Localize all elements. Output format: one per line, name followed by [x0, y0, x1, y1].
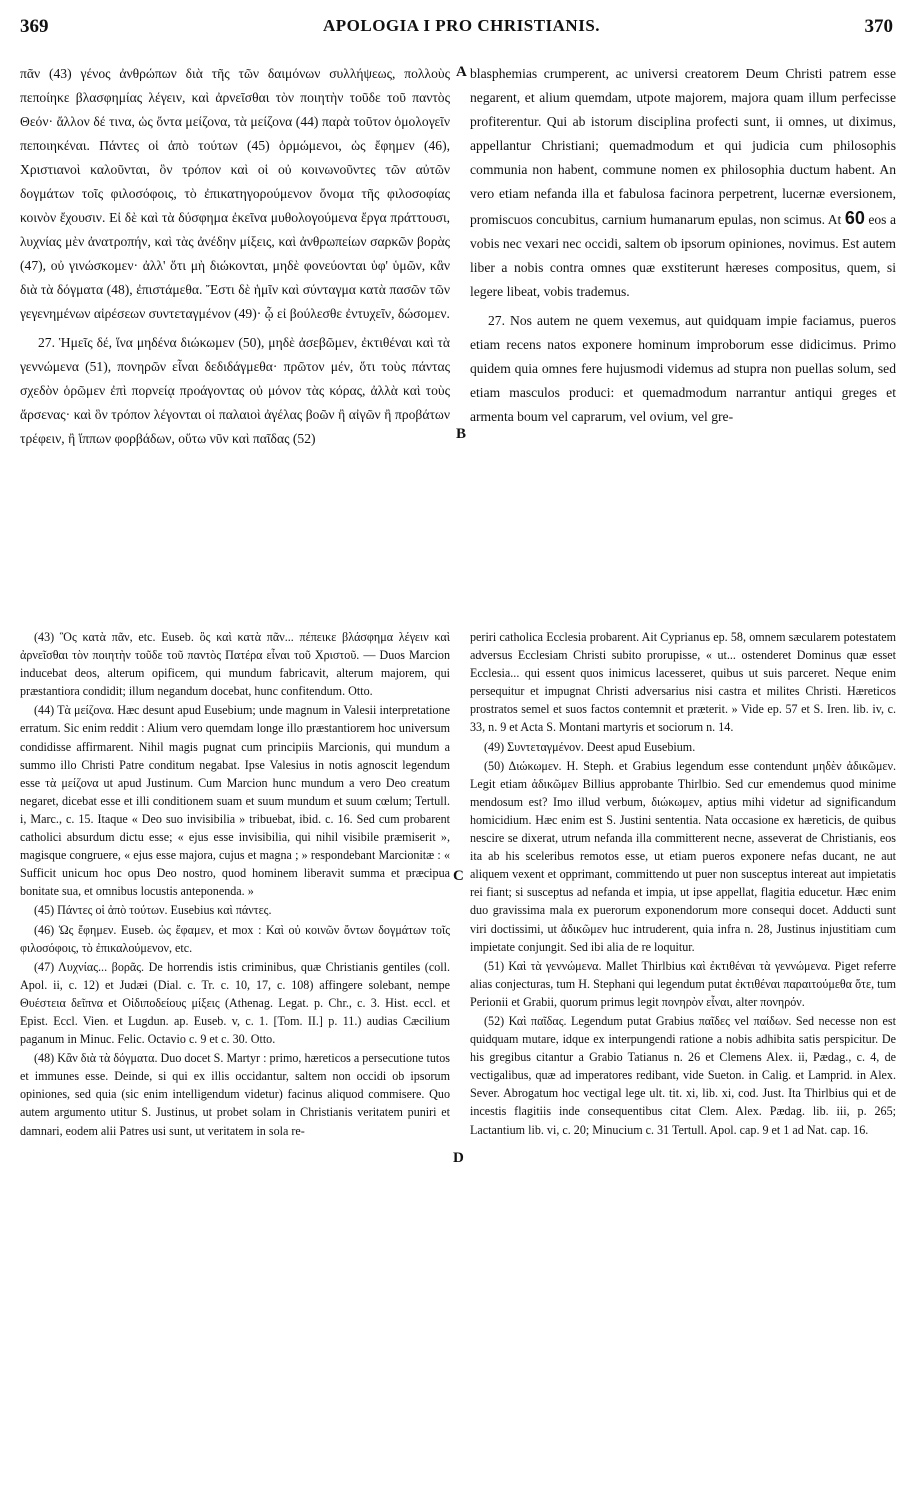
footnote-48: (48) Κἂν διὰ τὰ δόγματα. Duo docet S. Martyr : primo, hæreticos a persecutione tutos et immunes esse. Deinde, si qui ex illis occidantur, saltem non occidi ob ipsorum opiniones, sed quia (sic enim intelligendum videtur) facinus aliquod commisere. Quo autem argumento utitur S. Justinus, ut probet solam in Christianis veritatem puniri et damnari, eodem alii Patres usi sunt, ut veritatem in sola re- — [20, 1051, 450, 1138]
footnotes-right-column — [470, 628, 896, 1140]
running-title: APOLOGIA I PRO CHRISTIANIS. — [322, 16, 601, 35]
page-header — [0, 0, 923, 48]
footnote-51: (51) Καὶ τὰ γεννώμενα. Mallet Thirlbius καὶ ἐκτιθέναι τὰ γεννώμενα. Piget referre alias conjecturas, tum H. Stephani qui legendum putat ἐκτιθέναι παραιτούμεθα ὅτε, tum Perionii et Grabii, quorum primus legit πονηρὸν εἶναι, alter πονηρόν. — [470, 958, 896, 1009]
latin-paragraph-1 — [470, 62, 896, 304]
margin-marker-a: A — [456, 64, 467, 80]
greek-text-column — [20, 62, 450, 456]
margin-marker-d: D — [453, 1150, 464, 1166]
footnote-49: (49) Συντεταγμένον. Deest apud Eusebium. — [484, 739, 696, 754]
latin-paragraph-1-part-b: eos a vobis nec vexari nec occidi, saltem ob ipsorum opiniones, novimus. Est autem liber a nobis contra omnes quæ exstiterunt hæreses compositus, quem, si legere libeat, vobis trademus. — [470, 212, 896, 299]
footnote-45: (45) Πάντες οἱ ἀπὸ τούτων. Eusebius καὶ πάντες. — [34, 903, 272, 918]
latin-paragraph-1-part-a: blasphemias crumperent, ac universi creatorem Deum Christi patrem esse negarent, et alium quemdam, utpote majorem, majora quam illum perfecisse profiterentur. Qui ab istorum disciplina profecti sunt, ii omnes, ut diximus, appellantur Christiani; quemadmodum et qui judicia cum philosophis communia non habent, commune nomen ex philosophia ductum habent. An vero etiam nefanda illa et fabulosa facinora perpetrent, lucernæ eversionem, promiscuos concubitus, carnium humanarum epulas, non scimus. At — [470, 66, 896, 227]
margin-marker-b: B — [456, 426, 467, 442]
greek-paragraph-27: 27. Ἡμεῖς δέ, ἵνα μηδένα διώκωμεν (50), μηδὲ ἀσεβῶμεν, ἐκτιθέναι καὶ τὰ γεννώμενα (51), πονηρῶν εἶναι δεδιδάγμεθα· πρῶτον μέν, ὅτι τοὺς πάντας σχεδὸν ὁρῶμεν ἐπὶ πορνείᾳ προάγοντας οὐ μόνον τὰς κόρας, ἀλλὰ καὶ τοὺς ἄρσενας· καὶ ὃν τρόπον λέγονται οἱ παλαιοὶ ἀγέλας βοῶν ἢ αἰγῶν ἢ προβάτων τρέφειν, ἢ ἵππων φορβάδων, οὕτω νῦν καὶ παῖδας (52) — [20, 335, 450, 446]
footnote-44: (44) Τὰ μείζονα. Hæc desunt apud Eusebium; unde magnum in Valesii interpretatione erratum. Sic enim reddit : Alium vero quemdam longe illo præstantiorem hoc universum condidisse affirmarent. Nihil magis pugnat cum principiis Marcionis, qui mundum a summo illo Christi Patre conditum negabat. Ipse Valesius in notis agnoscit legendum esse τὰ μείζονα ut apud Justinum. Cum Marcion hunc mundum a vero Deo creatum negaret, dicebat esse et illi conditionem suam et suum mundum et suum cœlum; Tertull. i, Marc., c. 15. Itaque « Deo suo invisibilia » tribuebat, ibid. c. 16. Sed cum probarent catholici absurdum dictu esse; « ejus esse invisibilia, qui nihil visibile præmiserit », magisque congruere, « ejus esse majora, cujus et magna ; » respondebant Marcionitæ : « Sufficit unicum hoc opus Deo nostro, quod hominem liberavit summa et præcipua bonitate sua, et omnibus locustis anteponenda. » — [20, 703, 450, 899]
footnote-47: (47) Λυχνίας... βορᾶς. De horrendis istis criminibus, quæ Christianis gentiles (coll. Apol. ii, c. 12) et Judæi (Dial. c. Tr. c. 10, 17, c. 108) affingere solebant, nempe Θυέστεια δεῖπνα et Οἰδιποδείους μίξεις (Athenag. Legat. p. Chr., c. 3. Hist. eccl. et Epist. Eccl. Vien. et Lugdun. ap. Euseb. v, c. 1. [Tom. II.] p. 11.) audias Cæcilium paganum in Minuc. Felic. Octavio c. 9 et c. 30. Otto. — [20, 959, 450, 1047]
footnote-46: (46) Ὡς ἔφημεν. Euseb. ὡς ἔφαμεν, et mox : Καὶ οὐ κοινῶν ὄντων δογμάτων τοῖς φιλοσόφοις, τὸ ἐπικαλούμενον, etc. — [20, 922, 450, 955]
footnote-48-continued: periri catholica Ecclesia probarent. Ait Cyprianus ep. 58, omnem sæcularem potestatem adversus Ecclesiam Christi subito prorupisse, « ut... ostenderet Dominus quæ esset Ecclesia... qui essent quos inimicus lacesseret, quibus ut suis parceret. Neque enim persequitur et impugnat Christi adversarius nisi castra et milites Christi. Hæreticos prostratos semel et suos factos contemnit et præterit. » Vide ep. 57 et S. Iren. lib. iv, c. 33, n. 9 et Acta S. Montani martyris et sociorum n. 14. — [470, 630, 896, 735]
footnote-50: (50) Διώκωμεν. H. Steph. et Grabius legendum esse contendunt μηδὲν ἀδικῶμεν. Legit etiam ἀδικῶμεν Billius approbante Thirlbio. Sed cur emendemus quod minime mendosum est? Imo illud verbum, διώκωμεν, aptius mihi videtur ad significandum homicidium. Hæc enim est S. Justini sententia. Nata occasione ex hæreticis, de quibus nescire se dixerat, utrum nefanda illa committerent necne, asseverat de Christianis, eos ita ab his sceleribus remotos esse, ut etiam pueros exponere nefas ducant, ne aut aliquem vexent et opprimant, committendo ut puer non susceptus intereat aut impietatis rei fiant; si susceptus ad nefanda et impia, ut ipse appellat, flagitia educetur. Hæc enim duo gravissima mala ex puerorum exponendorum more consequi docet. Adducti sunt viri doctissimi, ut ἀδικῶμεν huc intruderent, quia infra n. 28, Justinus injustitiam cum impietate conjungit. Sed ibi alia de re loquitur. — [470, 758, 896, 954]
latin-text-column — [470, 62, 896, 434]
margin-marker-c: C — [453, 868, 464, 884]
footnote-52: (52) Καὶ παῖδας. Legendum putat Grabius παῖδες vel παίδων. Sed necesse non est quidquam mutare, idque ex interpungendi ratione a nobis adhibita satis perspicitur. De his gregibus citantur a Grabio Tatianus n. 26 et Clemens Alex. ii, Pædag., c. 4, de vectigalibus, quæ ad imperatores redibant, vide Sueton. in Calig. et Lamprid. in Alex. Sever. Abrogatum hoc vectigal lege ult. tit. xi, lib. xi, cod. Just. Ita Thirlbius qui et de incestis flagitiis inde consequentibus citat Clem. Alex. Pædag. lib. iii, p. 265; Lactantium lib. vi, c. 20; Minucium c. 31 Tertull. Apol. cap. 9 et 1 ad Nat. cap. 16. — [470, 1013, 896, 1137]
footnotes-left-column — [20, 628, 450, 1141]
latin-paragraph-27: 27. Nos autem ne quem vexemus, aut quidquam impie faciamus, pueros etiam recens natos exponere hominum improborum esse didicimus. Primo quidem quia omnes fere hujusmodi videmus ad stupra non puellas solum, sed etiam masculos produci: et quemadmodum narrantur antiqui greges et armenta boum vel caprarum, vel ovium, vel gre- — [470, 313, 896, 424]
footnote-43: (43) Ὃς κατὰ πᾶν, etc. Euseb. ὃς καὶ κατὰ πᾶν... πέπεικε βλάσφημα λέγειν καὶ ἀρνεῖσθαι τὸν ποιητὴν τοῦδε τοῦ παντὸς Πατέρα εἶναι τοῦ Χριστοῦ. — Duos Marcion inducebat deos, alterum opificem, qui mundum fabricavit, alterum majorem, qui præstantiora condidit; illum negandum docebat, hunc confitendum. Otto. — [20, 630, 450, 699]
page-number-left: 369 — [20, 16, 49, 37]
migne-column-number: 60 — [844, 208, 865, 228]
page-number-right: 370 — [864, 16, 893, 37]
greek-paragraph-1: πᾶν (43) γένος ἀνθρώπων διὰ τῆς τῶν δαιμόνων συλλήψεως, πολλοὺς πεποίηκε βλασφημίας λέγειν, καὶ ἀρνεῖσθαι τὸν ποιητὴν τοῦδε τοῦ παντὸς Θεόν· ἄλλον δέ τινα, ὡς ὄντα μείζονα, τὰ μείζονα (44) παρὰ τοῦτον ὁμολογεῖν πεποιηκέναι. Πάντες οἱ ἀπὸ τούτων (45) ὁρμώμενοι, ὡς ἔφημεν (46), Χριστιανοὶ καλοῦνται, ὃν τρόπον καὶ οἱ οὐ κοινωνοῦντες τῶν αὐτῶν δογμάτων τοῖς φιλοσόφοις, τὸ ἐπικατηγορούμενον ὄνομα τῆς φιλοσοφίας κοινὸν ἔχουσιν. Εἰ δὲ καὶ τὰ δύσφημα ἐκεῖνα μυθολογούμενα ἔργα πράττουσι, λυχνίας μὲν ἀνατροπήν, καὶ τὰς ἀνέδην μίξεις, καὶ ἀνθρωπείων σαρκῶν βορὰς (47), οὐ γινώσκομεν· ἀλλ' ὅτι μὴ διώκονται, μηδὲ φονεύονται ὑφ' ὑμῶν, κἂν διὰ τὰ δόγματα (48), ἐπιστάμεθα. Ἔστι δὲ ἡμῖν καὶ σύνταγμα κατὰ πασῶν τῶν γεγενημένων αἱρέσεων συντεταγμένον (49)· ᾧ εἰ βούλεσθε ἐντυχεῖν, δώσομεν. — [20, 66, 450, 321]
